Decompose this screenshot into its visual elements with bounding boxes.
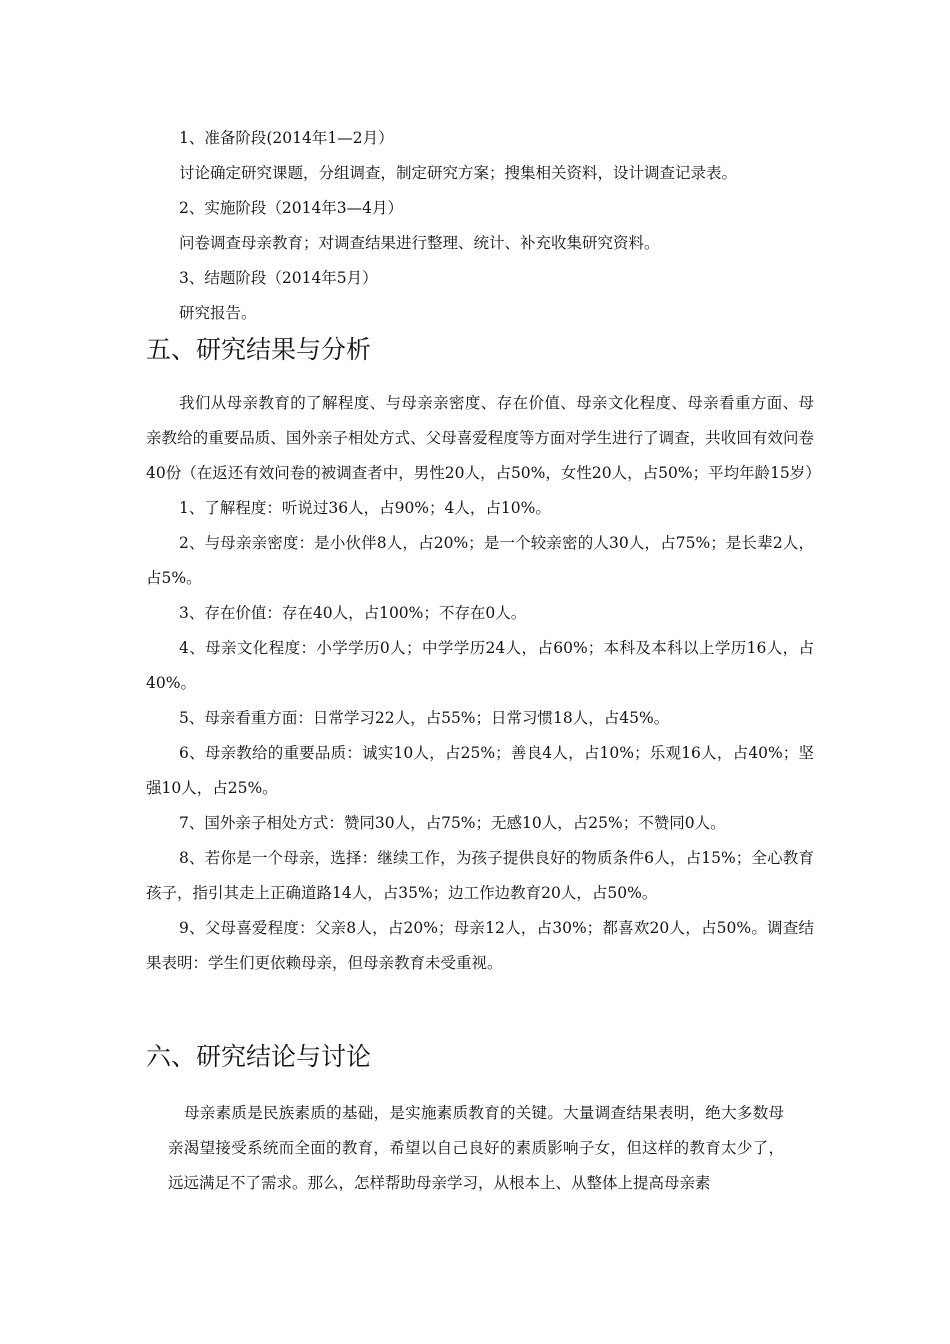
- section-6-body: [168, 1096, 784, 1201]
- result-item: 1、了解程度：听说过36人，占90%；4人，占10%。: [179, 499, 551, 517]
- section-5-intro: 我们从母亲教育的了解程度、与母亲亲密度、存在价值、母亲文化程度、母亲看重方面、母亲教给的重要品质、国外亲子相处方式、父母喜爱程度等方面对学生进行了调查，共收回有效问卷40份（在返还有效问卷的被调查者中，男性20人，占50%，女性20人，占50%；平均年龄15岁）: [146, 394, 821, 482]
- stage-1-title: 1、准备阶段(2014年1—2月）: [179, 129, 394, 147]
- result-item: 7、国外亲子相处方式：赞同30人，占75%；无感10人，占25%；不赞同0人。: [179, 814, 726, 832]
- stage-3-title: 3、结题阶段（2014年5月）: [179, 269, 378, 287]
- section-5-body: [146, 386, 821, 981]
- section-6-paragraph: 母亲素质是民族素质的基础，是实施素质教育的关键。大量调查结果表明，绝大多数母亲渴望接受系统而全面的教育，希望以自己良好的素质影响子女，但这样的教育太少了，远远满足不了需求。那么，怎样帮助母亲学习，从根本上、从整体上提高母亲素: [168, 1104, 784, 1192]
- section-5-heading: 五、研究结果与分析: [146, 335, 372, 364]
- result-item: 3、存在价值：存在40人，占100%；不存在0人。: [179, 604, 527, 622]
- section-6-heading: 六、研究结论与讨论: [146, 1042, 372, 1071]
- result-item: 5、母亲看重方面：日常学习22人，占55%；日常习惯18人，占45%。: [179, 709, 670, 727]
- result-item: 9、父母喜爱程度：父亲8人，占20%；母亲12人，占30%；都喜欢20人，占50%。调查结果表明：学生们更依赖母亲，但母亲教育未受重视。: [146, 919, 814, 972]
- result-item: 8、若你是一个母亲，选择：继续工作，为孩子提供良好的物质条件6人，占15%；全心教育孩子，指引其走上正确道路14人，占35%；边工作边教育20人，占50%。: [146, 849, 814, 902]
- stages-list: [146, 121, 814, 331]
- stage-2-desc: 问卷调查母亲教育；对调查结果进行整理、统计、补充收集研究资料。: [179, 234, 660, 252]
- stage-3-desc: 研究报告。: [179, 304, 257, 322]
- result-item: 2、与母亲亲密度：是小伙伴8人，占20%；是一个较亲密的人30人，占75%；是长辈2人，占5%。: [146, 534, 814, 587]
- result-item: 4、母亲文化程度：小学学历0人；中学学历24人，占60%；本科及本科以上学历16人，占40%。: [146, 639, 814, 692]
- result-item: 6、母亲教给的重要品质：诚实10人，占25%；善良4人，占10%；乐观16人，占40%；坚强10人，占25%。: [146, 744, 814, 797]
- stage-2-title: 2、实施阶段（2014年3—4月）: [179, 199, 404, 217]
- stage-1-desc: 讨论确定研究课题，分组调查，制定研究方案；搜集相关资料，设计调查记录表。: [179, 164, 738, 182]
